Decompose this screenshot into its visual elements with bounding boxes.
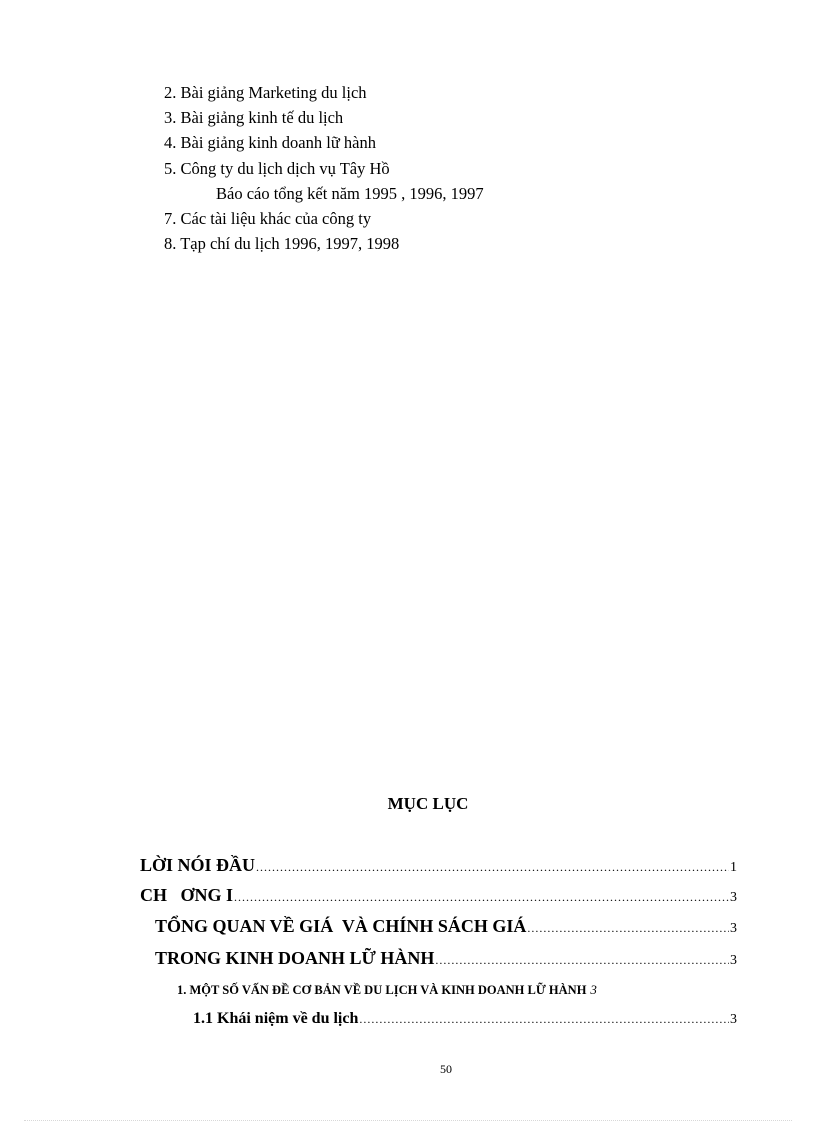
toc-dot-leader — [256, 860, 729, 875]
reference-item: 5. Công ty du lịch dịch vụ Tây Hồ — [164, 158, 390, 178]
toc-entry-page: 3 — [730, 890, 737, 905]
page-number: 50 — [440, 1062, 452, 1076]
reference-item: 4. Bài giảng kinh doanh lữ hành — [164, 133, 376, 153]
reference-item: 8. Tạp chí du lịch 1996, 1997, 1998 — [164, 234, 400, 254]
toc-entry-label: 1.1 Khái niệm về du lịch — [193, 1010, 359, 1027]
toc-entry — [155, 948, 737, 969]
toc-dot-leader — [527, 921, 729, 936]
toc-entry-page: 3 — [730, 1012, 737, 1027]
toc-entry-label: LỜI NÓI ĐẦU — [140, 855, 256, 875]
toc-entry-page: 3 — [730, 953, 737, 968]
toc-title: MỤC LỤC — [387, 794, 469, 813]
toc-dot-leader — [435, 953, 729, 968]
toc-dot-leader — [359, 1012, 729, 1027]
reference-list — [164, 80, 484, 256]
toc-entry-page: 1 — [730, 860, 737, 875]
toc-dot-leader — [234, 890, 729, 905]
toc-entry-label: 1. MỘT SỐ VẤN ĐỀ CƠ BẢN VỀ DU LỊCH VÀ KINH DOANH LỮ HÀNH — [177, 983, 587, 997]
reference-item: 7. Các tài liệu khác của công ty — [164, 209, 372, 229]
page-bottom-divider — [24, 1120, 792, 1121]
reference-item: 2. Bài giảng Marketing du lịch — [164, 83, 367, 102]
toc-entry — [155, 916, 737, 937]
toc-entry — [140, 855, 737, 876]
toc-entry — [140, 885, 737, 906]
toc-entry-label: CH ƠNG I — [140, 885, 234, 905]
toc-entry-label: TỔNG QUAN VỀ GIÁ VÀ CHÍNH SÁCH GIÁ — [155, 916, 527, 936]
reference-item-continuation: Báo cáo tổng kết năm 1995 , 1996, 1997 — [216, 183, 484, 203]
toc-entry-label: TRONG KINH DOANH LỮ HÀNH — [155, 948, 435, 968]
toc-entry — [177, 982, 737, 998]
reference-item: 3. Bài giảng kinh tế du lịch — [164, 108, 344, 128]
toc-entry-page: 3 — [730, 921, 737, 936]
toc-entry — [193, 1010, 737, 1028]
toc-entry-page: 3 — [590, 982, 597, 997]
